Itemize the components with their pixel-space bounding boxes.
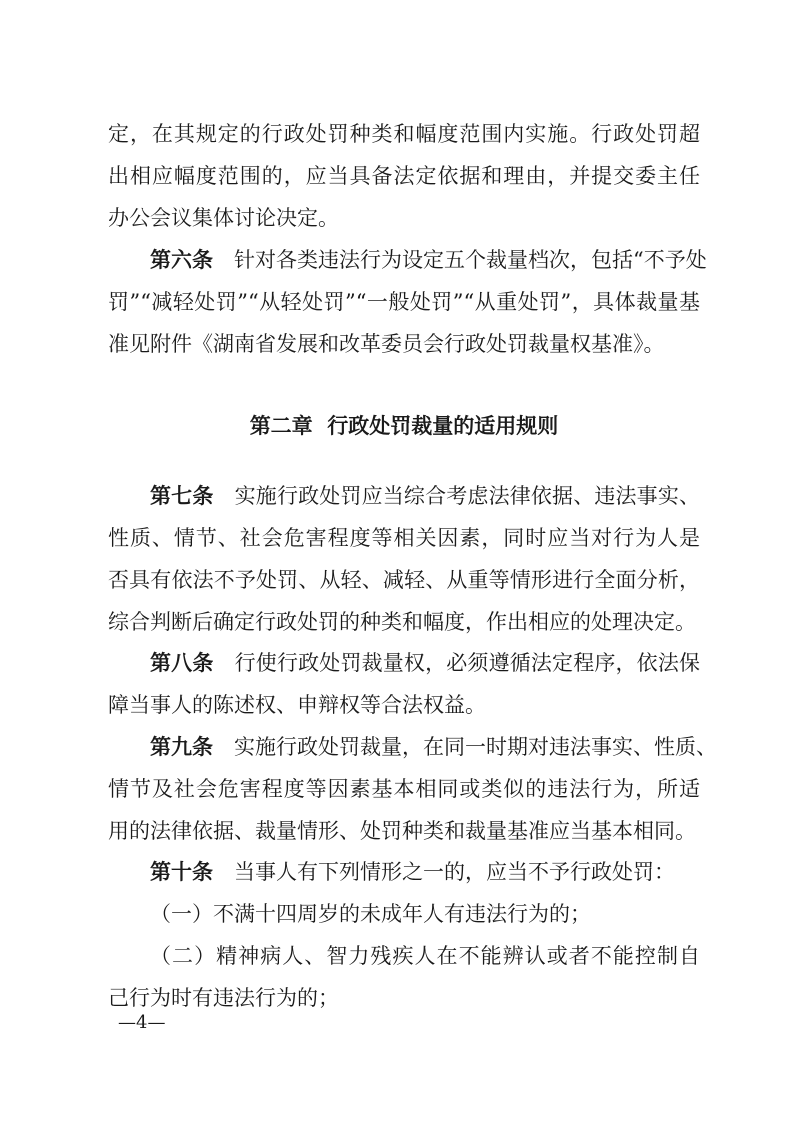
article-label: 第八条	[150, 651, 214, 675]
article-7	[108, 475, 700, 643]
text-line: 否具有依法不予处罚、从轻、减轻、从重等情形进行全面分析，	[108, 568, 700, 592]
article-label: 第十条	[150, 860, 213, 884]
text-line: 用的法律依据、裁量情形、处罚种类和裁量基准应当基本相同。	[108, 819, 696, 843]
text-line: （一）不满十四周岁的未成年人有违法行为的；	[150, 902, 591, 926]
text-line: 出相应幅度范围的，应当具备法定依据和理由，并提交委主任	[108, 164, 700, 188]
text-line	[108, 851, 700, 893]
list-item-2	[108, 935, 700, 1019]
text-line	[108, 642, 700, 684]
article-label: 第六条	[150, 248, 213, 272]
paragraph-continued	[108, 113, 700, 239]
text-line: 定，在其规定的行政处罚种类和幅度范围内实施。行政处罚超	[108, 122, 700, 146]
article-10	[108, 851, 700, 893]
page-number: —4—	[118, 1012, 166, 1033]
article-text: 实施行政处罚裁量，在同一时期对违法事实、性质、	[234, 735, 717, 759]
chapter-heading: 第二章 行政处罚裁量的适用规则	[249, 414, 559, 438]
text-line: 罚”“减轻处罚”“从轻处罚”“一般处罚”“从重处罚”，具体裁量基	[108, 290, 700, 314]
text-line: 准见附件《湖南省发展和改革委员会行政处罚裁量权基准》。	[108, 332, 665, 356]
article-text: 当事人有下列情形之一的，应当不予行政处罚：	[234, 860, 675, 884]
list-item-1	[108, 893, 700, 935]
text-line: 己行为时有违法行为的；	[108, 986, 339, 1010]
article-6	[108, 239, 707, 365]
article-label: 第七条	[150, 484, 214, 508]
text-line: 性质、情节、社会危害程度等相关因素，同时应当对行为人是	[108, 526, 700, 550]
text-line: 办公会议集体讨论决定。	[108, 206, 339, 230]
text-line: 综合判断后确定行政处罚的种类和幅度，作出相应的处理决定。	[108, 610, 696, 634]
article-8	[108, 642, 700, 726]
article-label: 第九条	[150, 735, 213, 759]
article-text: 实施行政处罚应当综合考虑法律依据、违法事实、	[234, 484, 701, 508]
text-line: 障当事人的陈述权、申辩权等合法权益。	[108, 693, 486, 717]
text-line	[108, 475, 700, 517]
text-line	[108, 726, 717, 768]
article-9	[108, 726, 717, 852]
text-line: 情节及社会危害程度等因素基本相同或类似的违法行为，所适	[108, 777, 700, 801]
text-line: （二）精神病人、智力残疾人在不能辨认或者不能控制自	[150, 944, 700, 968]
text-line	[108, 239, 707, 281]
article-text: 行使行政处罚裁量权，必须遵循法定程序，依法保	[234, 651, 701, 675]
article-text: 针对各类违法行为设定五个裁量档次，包括“不予处	[234, 248, 707, 272]
